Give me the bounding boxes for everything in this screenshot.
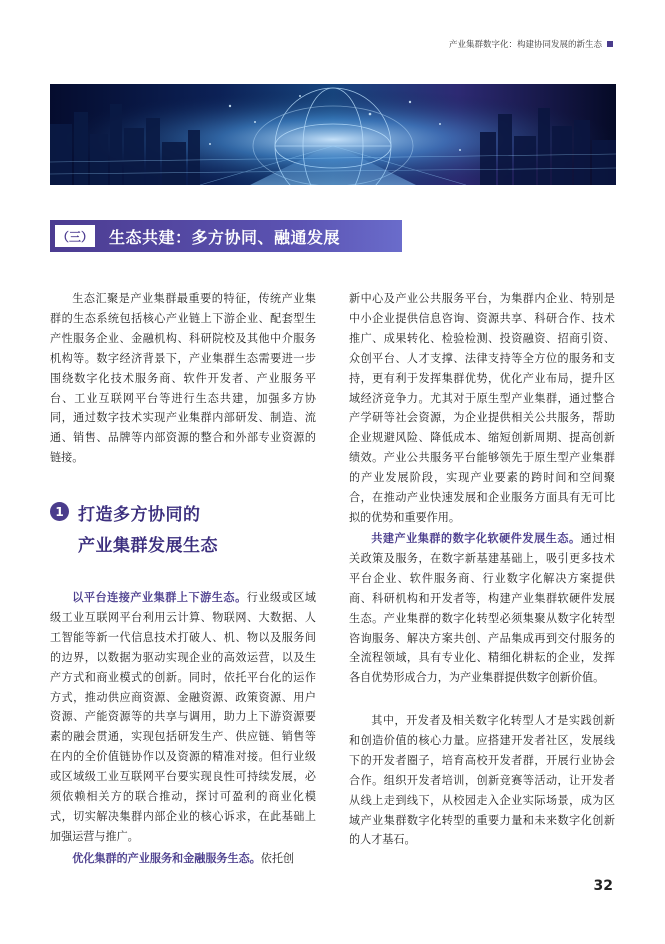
running-title: 产业集群数字化：构建协同发展的新生态 — [448, 40, 602, 50]
paragraph-platform-body: 行业级或区域级工业互联网平台利用云计算、物联网、大数据、人工智能等新一代信息技术打破人、机、物以及服务间的边界，以数据为驱动实现企业的高效运营，以及生产方式和商业模式的创新。同时，依托平台化的运作方式，推动供应商资源、金融资源、政策资源、用户资源、产能资源等的共享与调用，助力上下游资源要素的融会贯通，实现包括研发生产、供应链、销售等在内的全价值链协作以及资源的精准对接。但行业级或区域级工业互联网平台要实现良性可持续发展，必须依赖相关方的联合推动，探讨可盈利的商业化模式，切实解决集群内部企业的核心诉求，在此基础上加强运营与推广。 — [50, 591, 316, 843]
right-paragraph-2 — [349, 529, 615, 688]
intro-text: 生态汇聚是产业集群最重要的特征，传统产业集群的生态系统包括核心产业链上下游企业、配套型生产性服务企业、金融机构、科研院校及其他中介服务机构等。数字经济背景下，产业集群生态需要进一步围绕数字化技术服务商、软件开发者、产业服务平台、工业互联网平台等进行生态共建，加强多方协同，通过数字技术实现产业集群内部研发、制造、流通、销售、品牌等内部资源的整合和外部专业资源的链接。 — [50, 292, 316, 465]
left-intro-paragraph — [50, 289, 316, 468]
right-text-1: 新中心及产业公共服务平台，为集群内企业、特别是中小企业提供信息咨询、资源共享、科研合作、技术推广、成果转化、检验检测、投资融资、招商引资、众创平台、人才支撑、法律支持等全方位的服务和支持，更有利于发挥集群优势，优化产业布局，提升区域经济竞争力。尤其对于原生型产业集群，通过整合产学研等社会资源，为企业提供相关公共服务，帮助企业规避风险、降低成本、缩短创新周期、提高创新绩效。产业公共服务平台能够领先于原生型产业集群的产业发展阶段，实现产业要素的跨时间和空间聚合，在推动产业快速发展和企业服务方面具有无可比拟的优势和重要作用。 — [349, 292, 615, 524]
section-banner — [50, 220, 402, 252]
left-body — [50, 588, 316, 847]
digital-city-globe-image — [50, 84, 616, 185]
paragraph-services-body: 依托创 — [260, 852, 295, 865]
sub-heading-line-1: 打造多方协同的 — [78, 505, 201, 525]
sub-heading-line-2: 产业集群发展生态 — [78, 536, 218, 556]
page-number: 32 — [593, 878, 613, 894]
running-header — [449, 38, 613, 50]
paragraph-software-body: 通过相关政策及服务，在数字新基建基础上，吸引更多技术平台企业、软件服务商、行业数字化解决方案提供商、科研机构和开发者等，构建产业集群软硬件发展生态。产业集群的数字化转型必须集聚从数字化转型咨询服务、解决方案共创、产品集成再到交付服务的全流程领域，具有专业化、精细化耕耘的企业，发挥各自优势形成合力，为产业集群提供数字创新价值。 — [349, 532, 615, 685]
right-paragraph-1 — [349, 289, 615, 528]
paragraph-software-lead: 共建产业集群的数字化软硬件发展生态。 — [371, 532, 581, 545]
left-body-2 — [50, 849, 316, 869]
paragraph-platform — [50, 588, 316, 847]
square-marker-icon — [607, 41, 613, 47]
paragraph-services — [50, 849, 316, 869]
sub-heading-number: 1 — [50, 502, 69, 521]
paragraph-software — [349, 529, 615, 688]
paragraph-services-lead: 优化集群的产业服务和金融服务生态。 — [72, 852, 261, 865]
section-title: 生态共建：多方协同、融通发展 — [109, 227, 341, 247]
paragraph-platform-lead: 以平台连接产业集群上下游生态。 — [72, 591, 247, 604]
section-number: （三） — [55, 225, 95, 247]
right-paragraph-3 — [349, 711, 615, 850]
right-text-3: 其中，开发者及相关数字化转型人才是实践创新和创造价值的核心力量。应搭建开发者社区，发展线下的开发者圈子，培育高校开发者群，开展行业协会合作。组织开发者培训，创新竞赛等活动，让开发者从线上走到线下，从校园走入企业实际场景，成为区域产业集群数字化转型的重要力量和未来数字化创新的人才基石。 — [349, 714, 615, 847]
hero-image — [50, 84, 616, 185]
